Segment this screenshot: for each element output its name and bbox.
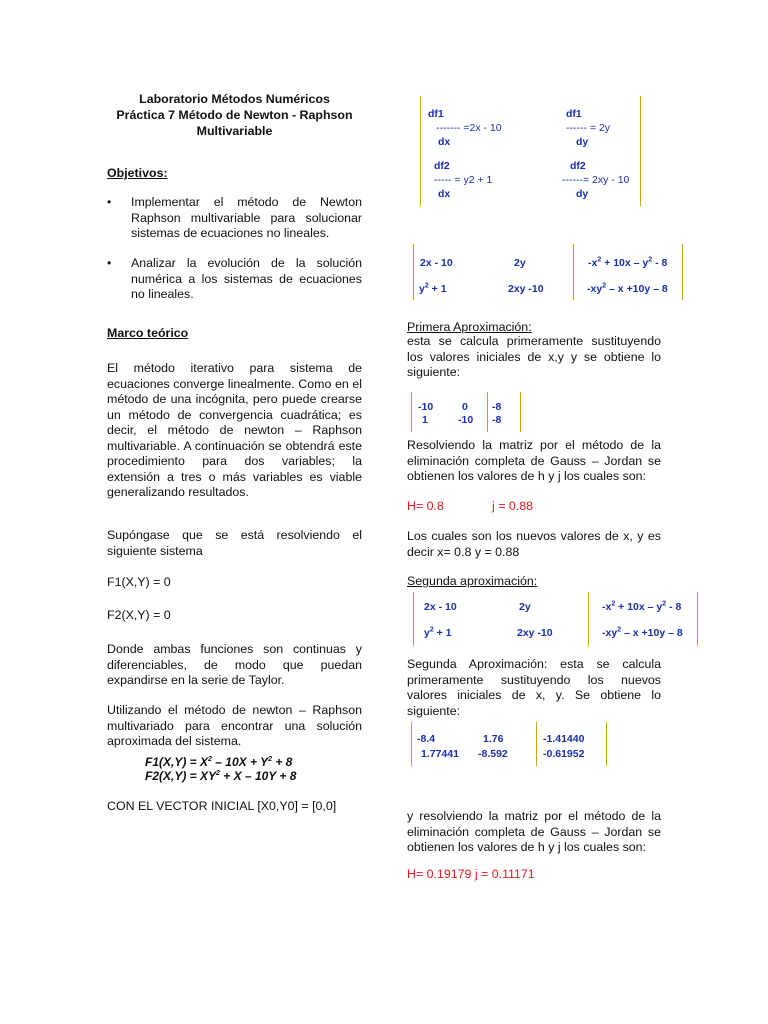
jacobian-cell: 2x - 10 [420,257,453,269]
hj-values: H= 0.19179 j = 0.11171 [407,867,535,881]
jacobian-cell: $-xy^2 - x +10y - 8$ [587,282,668,295]
deriv-df2-dx: ----- = y2 + 1 [434,174,493,186]
matrix-left-border [411,722,412,766]
primera-text: esta se calcula primeramente sustituyendo los valores iniciales de x,y y se obtiene lo siguiente: [407,334,661,379]
initial-vector: CON EL VECTOR INICIAL [X0,Y0] = [0,0] [107,799,337,813]
jacobian-cell: 2xy -10 [508,283,544,295]
dy-label: dy [576,136,589,148]
df2-label: df2 [570,160,586,172]
matrix-cell: -8 [492,401,502,413]
matrix-right-border [520,392,521,432]
marco-paragraph-3: Donde ambas funciones son continuas y diferenciables, de modo que puedan expandirse en la serie de Taylor. [107,642,362,687]
matrix-cell: -1.41440 [543,733,585,745]
objetivos-heading: Objetivos: [107,166,168,180]
jacobian-cell: 2y [519,601,531,613]
jacobian-cell: $-xy^2 - x +10y - 8$ [602,626,683,639]
jacobian-divider [588,592,589,646]
matrix-cell: -10 [418,401,434,413]
jacobian-cell: $-x^2 + 10x - y^2 - 8$ [602,600,682,613]
jacobian-cell: 2xy -10 [517,627,553,639]
jacobian-cell: $-x^2 + 10x - y^2 - 8$ [588,256,668,269]
dy-label: dy [576,188,589,200]
document-title: Laboratorio Métodos Numéricos Práctica 7 Método de Newton - Raphson Multivariable [116,92,353,138]
dx-label: dx [438,136,451,148]
jacobian-left-border [413,592,414,646]
bullet-icon: • [107,256,112,270]
jacobian-right-border [682,244,683,300]
df1-label: df1 [428,108,444,120]
primera-heading: Primera Aproximación: [407,320,532,334]
matrix-cell: 0 [462,401,468,413]
matrix-cell: -0.61952 [543,748,585,760]
matrix-cell: -8 [492,414,502,426]
matrix-cell: 1.77441 [421,748,459,760]
bullet-icon: • [107,195,112,209]
f2-equation: F2(X,Y) = 0 [107,608,171,622]
df2-label: df2 [434,160,450,172]
matrix-cell: -8.4 [417,733,436,745]
matrix-divider [487,392,488,432]
f1-equation: F1(X,Y) = 0 [107,575,171,589]
deriv-df1-dx: ------- =2x - 10 [436,122,502,134]
matrix-cell: -8.592 [478,748,508,760]
nuevos-valores: Los cuales son los nuevos valores de x, y es decir x= 0.8 y = 0.88 [407,529,661,559]
segunda-resolve: y resolviendo la matriz por el método de la eliminación completa de Gauss – Jordan se obtienen los valores de h y j los cuales son: [407,809,661,854]
segunda-text: Segunda Aproximación: esta se calcula primeramente sustituyendo los nuevos valores iniciales de x, y. Se obtiene lo siguiente: [407,657,661,718]
jacobian-cell: $y^2 + 1$ [419,282,447,295]
jacobian-cell: 2y [514,257,526,269]
derivs-right-border [640,96,641,206]
matrix-cell: -10 [458,414,474,426]
marco-paragraph-1: El método iterativo para sistema de ecuaciones converge linealmente. Como en el método de una incógnita, pero puede crearse un método de convergencia cuadrática; es decir, el método de newton – Raphson multivariable. A continuación se obtendrá este procedimiento para dos variables; la extensión a tres o más variables es viable generalizando resultados. [107,361,362,499]
jacobian-left-border [413,244,414,300]
system-equation-1: $F1(X,Y) = X^2 - 10X + Y^2 + 8$ [145,755,293,769]
df1-label: df1 [566,108,582,120]
primera-resolve: Resolviendo la matriz por el método de la eliminación completa de Gauss – Jordan se obtienen los valores de h y j los cuales son: [407,438,661,483]
marco-paragraph-2: Supóngase que se está resolviendo el siguiente sistema [107,528,362,558]
matrix-left-border [411,392,412,432]
marco-paragraph-4: Utilizando el método de newton – Raphson multivariado para encontrar una solución aproximada del sistema. [107,703,362,748]
jacobian-right-border [697,592,698,646]
objective-item: • Analizar la evolución de la solución numérica a los sistemas de ecuaciones no lineales. [107,256,362,301]
matrix-cell: 1 [422,414,428,426]
jacobian-cell: 2x - 10 [424,601,457,613]
jacobian-divider [573,244,574,300]
dx-label: dx [438,188,451,200]
matrix-right-border [606,722,607,766]
derivs-left-border [420,96,421,206]
deriv-df2-dy: ------= 2xy - 10 [562,174,630,186]
jacobian-cell: $y^2 + 1$ [424,626,452,639]
objective-item: • Implementar el método de Newton Raphson multivariable para solucionar sistemas de ecuaciones no lineales. [107,195,362,240]
marco-heading: Marco teórico [107,326,189,340]
segunda-heading: Segunda aproximación: [407,574,538,588]
h-value: H= 0.8 [407,499,444,513]
matrix-divider [536,722,537,766]
j-value: j = 0.88 [492,499,533,513]
system-equation-2: $F2(X,Y) = XY^2 + X - 10Y + 8$ [145,769,297,783]
matrix-cell: 1.76 [483,733,504,745]
deriv-df1-dy: ------ = 2y [566,122,611,134]
